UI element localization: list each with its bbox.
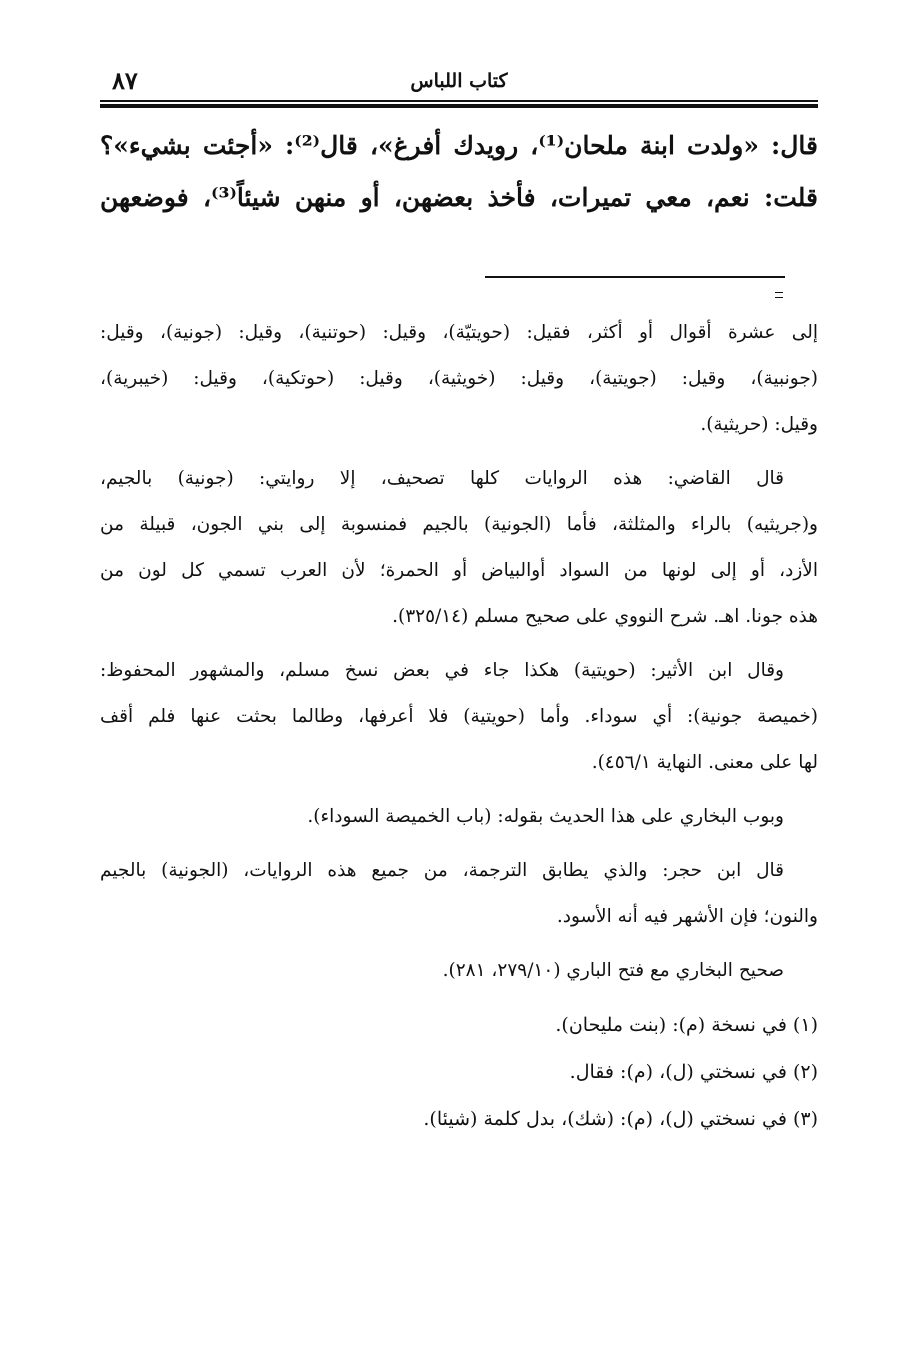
footnote-item: (١) في نسخة (م): (بنت مليحان).	[555, 1014, 818, 1036]
numbered-footnotes	[100, 1002, 818, 1143]
footnote-item: (٣) في نسختي (ل)، (م): (شك)، بدل كلمة (شيئا).	[423, 1108, 818, 1130]
footnote-paragraph	[100, 456, 818, 640]
footnote-line: الأزد، أو إلى لونها من السواد أوالبياض أو الحمرة؛ لأن العرب تسمي كل لون من	[100, 560, 818, 581]
footnote-line: قال القاضي: هذه الروايات كلها تصحيف، إلا روايتي: (جونية) بالجيم،	[100, 468, 784, 489]
continuation-mark	[775, 292, 783, 298]
footnote-line: صحيح البخاري مع فتح الباري (٢٧٩/١٠، ٢٨١).	[442, 960, 784, 981]
header-rule-thick	[100, 104, 818, 108]
footnote-paragraph	[100, 948, 818, 994]
page-header	[100, 66, 818, 100]
footnote-line: (خميصة جونية): أي سوداء. وأما (حويتية) فلا أعرفها، وطالما بحثت عنها فلم أقف	[100, 706, 818, 727]
footnote-paragraph	[100, 848, 818, 940]
footnote-line: والنون؛ فإن الأشهر فيه أنه الأسود.	[556, 906, 818, 927]
footnote-line: و(جريثيه) بالراء والمثلثة، فأما (الجونية) بالجيم فمنسوبة إلى بني الجون، قبيلة من	[100, 514, 818, 535]
header-rule-thin	[100, 100, 818, 102]
footnote-item: (٢) في نسختي (ل)، (م): فقال.	[569, 1061, 818, 1083]
footnote-line: قال ابن حجر: والذي يطابق الترجمة، من جميع هذه الروايات، (الجونية) بالجيم	[100, 860, 784, 881]
footnote-line: وقيل: (حريثية).	[700, 414, 818, 435]
footnote-line: لها على معنى. النهاية ٤٥٦/١).	[591, 752, 818, 773]
footnote-line: هذه جونا. اهـ. شرح النووي على صحيح مسلم (٣٢٥/١٤).	[392, 606, 818, 627]
main-text-line: قال: «ولدت ابنة ملحان⁽¹⁾، رويدك أفرغ»، قال⁽²⁾: «أجئت بشيء»؟	[100, 131, 818, 160]
page-number: ٨٧	[112, 66, 138, 95]
main-text-line: قلت: نعم، معي تميرات، فأخذ بعضهن، أو منهن شيئاً⁽³⁾، فوضعهن	[100, 183, 818, 212]
footnote-line: وقال ابن الأثير: (حويتية) هكذا جاء في بعض نسخ مسلم، والمشهور المحفوظ:	[100, 660, 784, 681]
footnote-line: إلى عشرة أقوال أو أكثر، فقيل: (حويتيّة)، وقيل: (حوتنية)، وقيل: (جونية)، وقيل:	[100, 322, 818, 343]
footnote-line: (جونبية)، وقيل: (جويتية)، وقيل: (خويثية)، وقيل: (حوتكية)، وقيل: (خيبرية)،	[100, 368, 818, 389]
footnote-paragraph	[100, 310, 818, 448]
footnotes	[100, 310, 818, 1143]
footnote-line: وبوب البخاري على هذا الحديث بقوله: (باب الخميصة السوداء).	[307, 806, 784, 827]
footnote-paragraph	[100, 648, 818, 786]
footnote-separator	[485, 276, 785, 278]
running-title: كتاب اللباس	[410, 70, 508, 92]
main-text	[100, 120, 818, 224]
footnote-paragraph	[100, 794, 818, 840]
